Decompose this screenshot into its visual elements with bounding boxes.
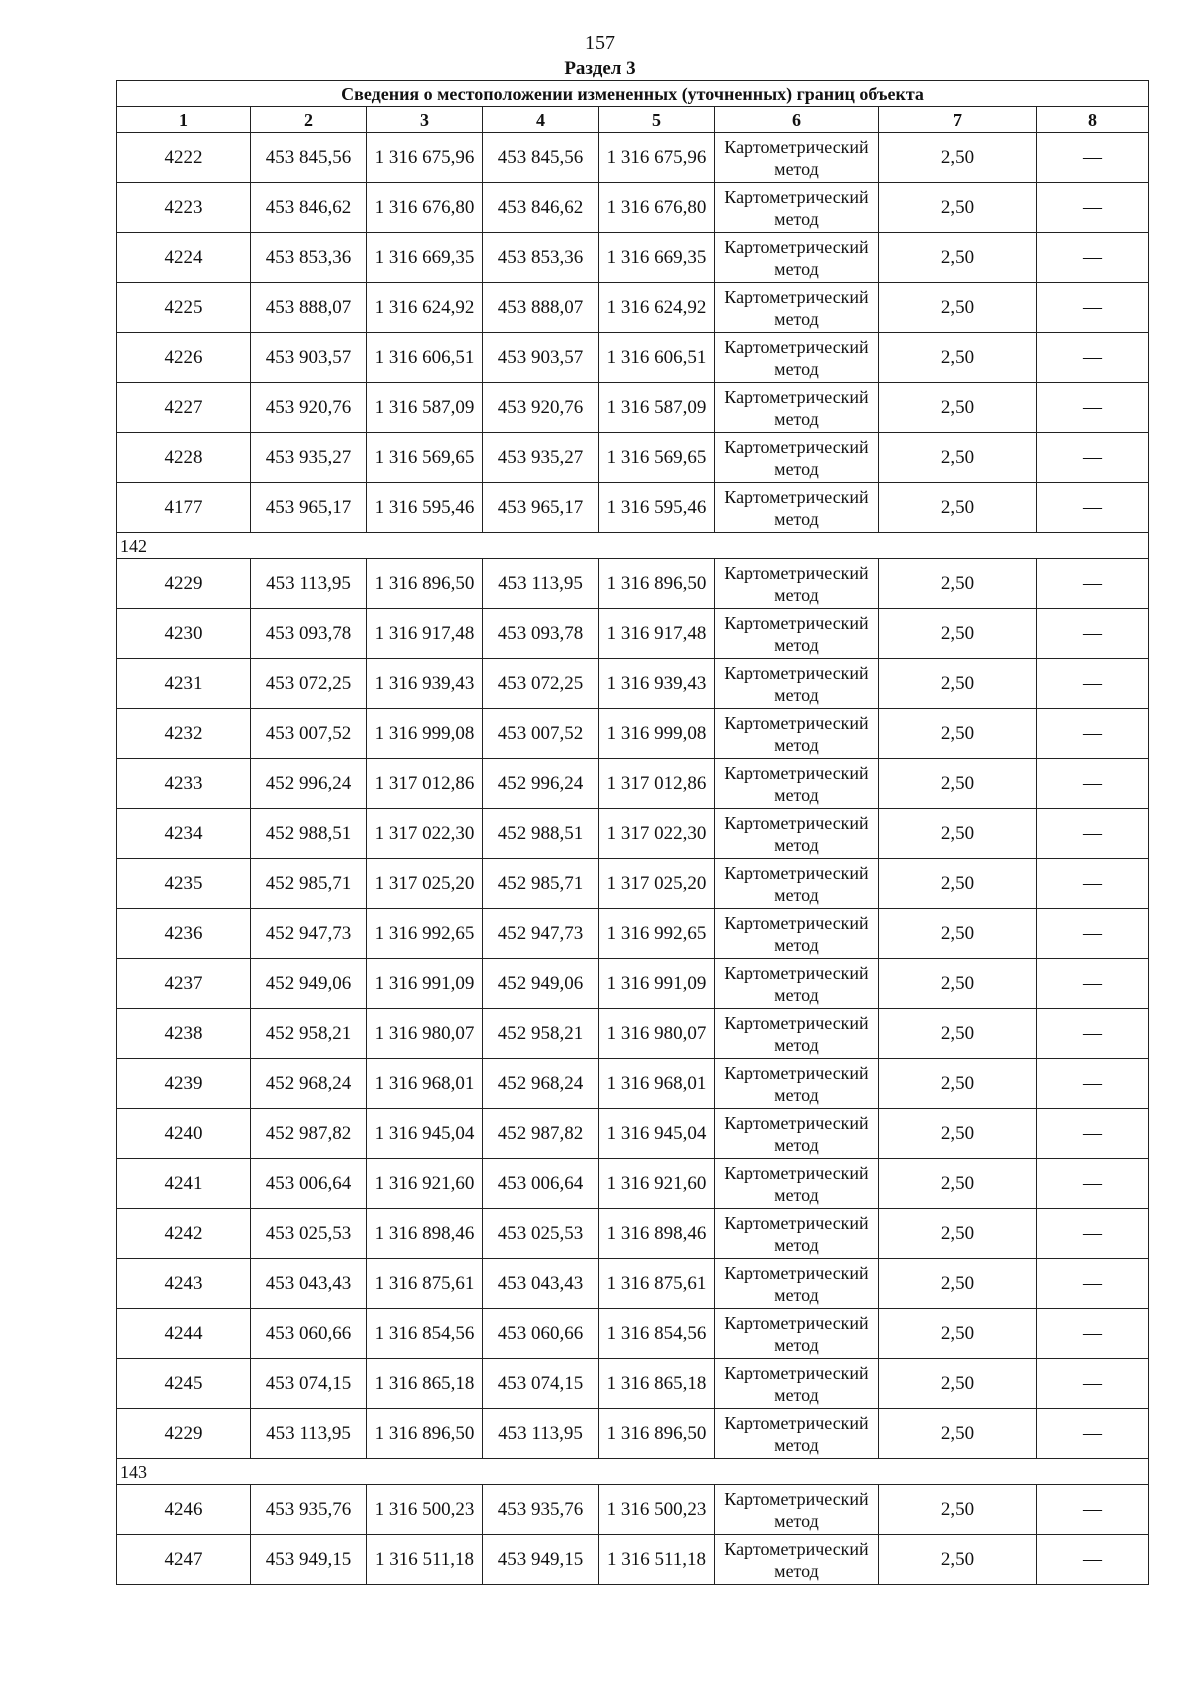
accuracy-cell: 2,50 [879,809,1037,859]
existing-y-cell: 1 316 854,56 [367,1309,483,1359]
table-row [117,1309,1149,1359]
method-cell: Картометрический метод [715,133,879,183]
point-number-cell: 4232 [117,709,251,759]
refined-y-cell: 1 316 875,61 [599,1259,715,1309]
table-row [117,1259,1149,1309]
note-cell: — [1037,1409,1149,1459]
refined-x-cell: 453 093,78 [483,609,599,659]
column-number-row [117,107,1149,133]
existing-x-cell: 452 985,71 [251,859,367,909]
note-cell: — [1037,233,1149,283]
existing-x-cell: 453 113,95 [251,1409,367,1459]
column-number: 3 [367,107,483,133]
accuracy-cell: 2,50 [879,1485,1037,1535]
method-cell: Картометрический метод [715,759,879,809]
note-cell: — [1037,1359,1149,1409]
existing-y-cell: 1 316 917,48 [367,609,483,659]
point-number-cell: 4222 [117,133,251,183]
existing-y-cell: 1 316 945,04 [367,1109,483,1159]
point-number-cell: 4230 [117,609,251,659]
refined-x-cell: 452 985,71 [483,859,599,909]
table-row [117,283,1149,333]
refined-y-cell: 1 316 992,65 [599,909,715,959]
point-number-cell: 4239 [117,1059,251,1109]
table-row [117,433,1149,483]
table-row [117,809,1149,859]
coordinates-table [116,80,1149,1585]
refined-y-cell: 1 316 991,09 [599,959,715,1009]
refined-x-cell: 453 043,43 [483,1259,599,1309]
existing-y-cell: 1 316 980,07 [367,1009,483,1059]
refined-y-cell: 1 316 669,35 [599,233,715,283]
refined-x-cell: 452 987,82 [483,1109,599,1159]
accuracy-cell: 2,50 [879,709,1037,759]
existing-x-cell: 453 845,56 [251,133,367,183]
existing-y-cell: 1 316 606,51 [367,333,483,383]
accuracy-cell: 2,50 [879,859,1037,909]
refined-x-cell: 452 949,06 [483,959,599,1009]
existing-x-cell: 452 996,24 [251,759,367,809]
refined-y-cell: 1 316 606,51 [599,333,715,383]
existing-x-cell: 452 949,06 [251,959,367,1009]
column-number: 1 [117,107,251,133]
accuracy-cell: 2,50 [879,483,1037,533]
refined-y-cell: 1 316 968,01 [599,1059,715,1109]
section-title: Раздел 3 [564,58,636,79]
method-cell: Картометрический метод [715,859,879,909]
table-row [117,383,1149,433]
table-row [117,959,1149,1009]
contour-number: 142 [117,533,1149,559]
point-number-cell: 4177 [117,483,251,533]
note-cell: — [1037,1009,1149,1059]
existing-y-cell: 1 316 676,80 [367,183,483,233]
point-number-cell: 4243 [117,1259,251,1309]
method-cell: Картометрический метод [715,609,879,659]
method-cell: Картометрический метод [715,483,879,533]
method-cell: Картометрический метод [715,1535,879,1585]
refined-y-cell: 1 316 511,18 [599,1535,715,1585]
note-cell: — [1037,709,1149,759]
contour-row [117,1459,1149,1485]
existing-x-cell: 453 006,64 [251,1159,367,1209]
note-cell: — [1037,483,1149,533]
refined-x-cell: 453 072,25 [483,659,599,709]
column-number: 5 [599,107,715,133]
refined-y-cell: 1 316 676,80 [599,183,715,233]
existing-y-cell: 1 316 587,09 [367,383,483,433]
existing-y-cell: 1 316 921,60 [367,1159,483,1209]
point-number-cell: 4234 [117,809,251,859]
existing-y-cell: 1 316 896,50 [367,559,483,609]
existing-x-cell: 453 935,76 [251,1485,367,1535]
method-cell: Картометрический метод [715,1109,879,1159]
note-cell: — [1037,859,1149,909]
refined-x-cell: 453 935,76 [483,1485,599,1535]
existing-x-cell: 453 072,25 [251,659,367,709]
table-row [117,1535,1149,1585]
table-row [117,133,1149,183]
existing-x-cell: 453 113,95 [251,559,367,609]
note-cell: — [1037,959,1149,1009]
accuracy-cell: 2,50 [879,1159,1037,1209]
note-cell: — [1037,1535,1149,1585]
existing-x-cell: 453 060,66 [251,1309,367,1359]
refined-y-cell: 1 316 587,09 [599,383,715,433]
existing-y-cell: 1 316 569,65 [367,433,483,483]
table-row [117,759,1149,809]
accuracy-cell: 2,50 [879,183,1037,233]
existing-x-cell: 453 920,76 [251,383,367,433]
table-row [117,559,1149,609]
existing-x-cell: 453 093,78 [251,609,367,659]
existing-x-cell: 452 968,24 [251,1059,367,1109]
accuracy-cell: 2,50 [879,1059,1037,1109]
existing-y-cell: 1 316 669,35 [367,233,483,283]
note-cell: — [1037,433,1149,483]
refined-x-cell: 452 968,24 [483,1059,599,1109]
accuracy-cell: 2,50 [879,1209,1037,1259]
existing-x-cell: 453 853,36 [251,233,367,283]
existing-x-cell: 453 846,62 [251,183,367,233]
method-cell: Картометрический метод [715,959,879,1009]
point-number-cell: 4240 [117,1109,251,1159]
table-row [117,659,1149,709]
note-cell: — [1037,1059,1149,1109]
point-number-cell: 4242 [117,1209,251,1259]
existing-x-cell: 453 903,57 [251,333,367,383]
method-cell: Картометрический метод [715,433,879,483]
table-row [117,709,1149,759]
note-cell: — [1037,383,1149,433]
accuracy-cell: 2,50 [879,1259,1037,1309]
refined-x-cell: 453 853,36 [483,233,599,283]
existing-x-cell: 452 987,82 [251,1109,367,1159]
existing-x-cell: 453 043,43 [251,1259,367,1309]
refined-y-cell: 1 316 624,92 [599,283,715,333]
refined-x-cell: 453 113,95 [483,1409,599,1459]
table-row [117,859,1149,909]
table-row [117,333,1149,383]
refined-y-cell: 1 316 896,50 [599,1409,715,1459]
refined-y-cell: 1 316 921,60 [599,1159,715,1209]
method-cell: Картометрический метод [715,1059,879,1109]
refined-y-cell: 1 316 999,08 [599,709,715,759]
note-cell: — [1037,809,1149,859]
existing-x-cell: 453 074,15 [251,1359,367,1409]
note-cell: — [1037,1309,1149,1359]
accuracy-cell: 2,50 [879,559,1037,609]
method-cell: Картометрический метод [715,1009,879,1059]
note-cell: — [1037,283,1149,333]
refined-x-cell: 452 996,24 [483,759,599,809]
refined-y-cell: 1 316 865,18 [599,1359,715,1409]
column-number: 7 [879,107,1037,133]
refined-y-cell: 1 316 939,43 [599,659,715,709]
existing-x-cell: 453 949,15 [251,1535,367,1585]
point-number-cell: 4233 [117,759,251,809]
table-row [117,1009,1149,1059]
accuracy-cell: 2,50 [879,383,1037,433]
table-row [117,1209,1149,1259]
refined-x-cell: 452 947,73 [483,909,599,959]
refined-x-cell: 453 060,66 [483,1309,599,1359]
refined-y-cell: 1 317 022,30 [599,809,715,859]
point-number-cell: 4236 [117,909,251,959]
refined-y-cell: 1 316 569,65 [599,433,715,483]
accuracy-cell: 2,50 [879,133,1037,183]
point-number-cell: 4244 [117,1309,251,1359]
accuracy-cell: 2,50 [879,1535,1037,1585]
method-cell: Картометрический метод [715,1259,879,1309]
point-number-cell: 4247 [117,1535,251,1585]
existing-y-cell: 1 317 025,20 [367,859,483,909]
point-number-cell: 4235 [117,859,251,909]
table-row [117,1485,1149,1535]
refined-y-cell: 1 316 917,48 [599,609,715,659]
point-number-cell: 4224 [117,233,251,283]
note-cell: — [1037,659,1149,709]
existing-x-cell: 453 025,53 [251,1209,367,1259]
table-row [117,609,1149,659]
existing-y-cell: 1 317 022,30 [367,809,483,859]
refined-y-cell: 1 316 898,46 [599,1209,715,1259]
refined-x-cell: 453 006,64 [483,1159,599,1209]
existing-y-cell: 1 316 991,09 [367,959,483,1009]
point-number-cell: 4238 [117,1009,251,1059]
table-row [117,1109,1149,1159]
refined-x-cell: 453 846,62 [483,183,599,233]
refined-x-cell: 452 958,21 [483,1009,599,1059]
method-cell: Картометрический метод [715,183,879,233]
point-number-cell: 4229 [117,559,251,609]
point-number-cell: 4229 [117,1409,251,1459]
existing-y-cell: 1 316 939,43 [367,659,483,709]
accuracy-cell: 2,50 [879,909,1037,959]
note-cell: — [1037,1109,1149,1159]
existing-y-cell: 1 316 865,18 [367,1359,483,1409]
table-row [117,1359,1149,1409]
contour-number: 143 [117,1459,1149,1485]
table-row [117,909,1149,959]
method-cell: Картометрический метод [715,909,879,959]
accuracy-cell: 2,50 [879,759,1037,809]
method-cell: Картометрический метод [715,1159,879,1209]
contour-row [117,533,1149,559]
note-cell: — [1037,333,1149,383]
note-cell: — [1037,1485,1149,1535]
existing-y-cell: 1 316 875,61 [367,1259,483,1309]
refined-y-cell: 1 316 945,04 [599,1109,715,1159]
existing-y-cell: 1 316 896,50 [367,1409,483,1459]
refined-x-cell: 453 007,52 [483,709,599,759]
method-cell: Картометрический метод [715,1359,879,1409]
table-row [117,233,1149,283]
column-number: 4 [483,107,599,133]
point-number-cell: 4225 [117,283,251,333]
accuracy-cell: 2,50 [879,1109,1037,1159]
column-number: 2 [251,107,367,133]
column-number: 8 [1037,107,1149,133]
point-number-cell: 4246 [117,1485,251,1535]
accuracy-cell: 2,50 [879,1409,1037,1459]
note-cell: — [1037,759,1149,809]
point-number-cell: 4241 [117,1159,251,1209]
method-cell: Картометрический метод [715,1485,879,1535]
note-cell: — [1037,559,1149,609]
accuracy-cell: 2,50 [879,1309,1037,1359]
point-number-cell: 4245 [117,1359,251,1409]
existing-y-cell: 1 316 999,08 [367,709,483,759]
refined-y-cell: 1 316 896,50 [599,559,715,609]
existing-x-cell: 452 947,73 [251,909,367,959]
note-cell: — [1037,183,1149,233]
method-cell: Картометрический метод [715,283,879,333]
point-number-cell: 4226 [117,333,251,383]
method-cell: Картометрический метод [715,559,879,609]
table-row [117,1059,1149,1109]
accuracy-cell: 2,50 [879,959,1037,1009]
refined-x-cell: 453 935,27 [483,433,599,483]
accuracy-cell: 2,50 [879,1359,1037,1409]
refined-x-cell: 453 903,57 [483,333,599,383]
existing-y-cell: 1 316 624,92 [367,283,483,333]
refined-x-cell: 453 949,15 [483,1535,599,1585]
refined-x-cell: 453 074,15 [483,1359,599,1409]
existing-y-cell: 1 316 898,46 [367,1209,483,1259]
existing-y-cell: 1 316 992,65 [367,909,483,959]
existing-y-cell: 1 316 968,01 [367,1059,483,1109]
table-row [117,483,1149,533]
note-cell: — [1037,1259,1149,1309]
method-cell: Картометрический метод [715,233,879,283]
accuracy-cell: 2,50 [879,333,1037,383]
accuracy-cell: 2,50 [879,1009,1037,1059]
refined-y-cell: 1 316 854,56 [599,1309,715,1359]
method-cell: Картометрический метод [715,659,879,709]
table-row [117,1409,1149,1459]
note-cell: — [1037,1209,1149,1259]
existing-x-cell: 453 888,07 [251,283,367,333]
existing-x-cell: 453 935,27 [251,433,367,483]
refined-x-cell: 453 888,07 [483,283,599,333]
existing-x-cell: 453 007,52 [251,709,367,759]
refined-x-cell: 453 965,17 [483,483,599,533]
method-cell: Картометрический метод [715,709,879,759]
refined-y-cell: 1 317 012,86 [599,759,715,809]
existing-y-cell: 1 316 511,18 [367,1535,483,1585]
method-cell: Картометрический метод [715,1209,879,1259]
refined-x-cell: 453 920,76 [483,383,599,433]
refined-x-cell: 453 845,56 [483,133,599,183]
accuracy-cell: 2,50 [879,609,1037,659]
point-number-cell: 4237 [117,959,251,1009]
column-number: 6 [715,107,879,133]
accuracy-cell: 2,50 [879,433,1037,483]
note-cell: — [1037,1159,1149,1209]
method-cell: Картометрический метод [715,1409,879,1459]
accuracy-cell: 2,50 [879,233,1037,283]
refined-y-cell: 1 316 675,96 [599,133,715,183]
table-caption-row [117,81,1149,107]
table-row [117,183,1149,233]
method-cell: Картометрический метод [715,383,879,433]
existing-x-cell: 452 958,21 [251,1009,367,1059]
point-number-cell: 4228 [117,433,251,483]
point-number-cell: 4231 [117,659,251,709]
existing-x-cell: 452 988,51 [251,809,367,859]
note-cell: — [1037,133,1149,183]
existing-y-cell: 1 317 012,86 [367,759,483,809]
note-cell: — [1037,609,1149,659]
method-cell: Картометрический метод [715,333,879,383]
note-cell: — [1037,909,1149,959]
method-cell: Картометрический метод [715,809,879,859]
table-caption: Сведения о местоположении измененных (уточненных) границ объекта [117,81,1149,107]
refined-x-cell: 452 988,51 [483,809,599,859]
refined-y-cell: 1 316 500,23 [599,1485,715,1535]
existing-y-cell: 1 316 675,96 [367,133,483,183]
refined-x-cell: 453 113,95 [483,559,599,609]
refined-x-cell: 453 025,53 [483,1209,599,1259]
accuracy-cell: 2,50 [879,283,1037,333]
page-number: 157 [585,32,615,54]
point-number-cell: 4223 [117,183,251,233]
point-number-cell: 4227 [117,383,251,433]
existing-x-cell: 453 965,17 [251,483,367,533]
table-row [117,1159,1149,1209]
existing-y-cell: 1 316 595,46 [367,483,483,533]
accuracy-cell: 2,50 [879,659,1037,709]
refined-y-cell: 1 317 025,20 [599,859,715,909]
refined-y-cell: 1 316 595,46 [599,483,715,533]
refined-y-cell: 1 316 980,07 [599,1009,715,1059]
method-cell: Картометрический метод [715,1309,879,1359]
existing-y-cell: 1 316 500,23 [367,1485,483,1535]
